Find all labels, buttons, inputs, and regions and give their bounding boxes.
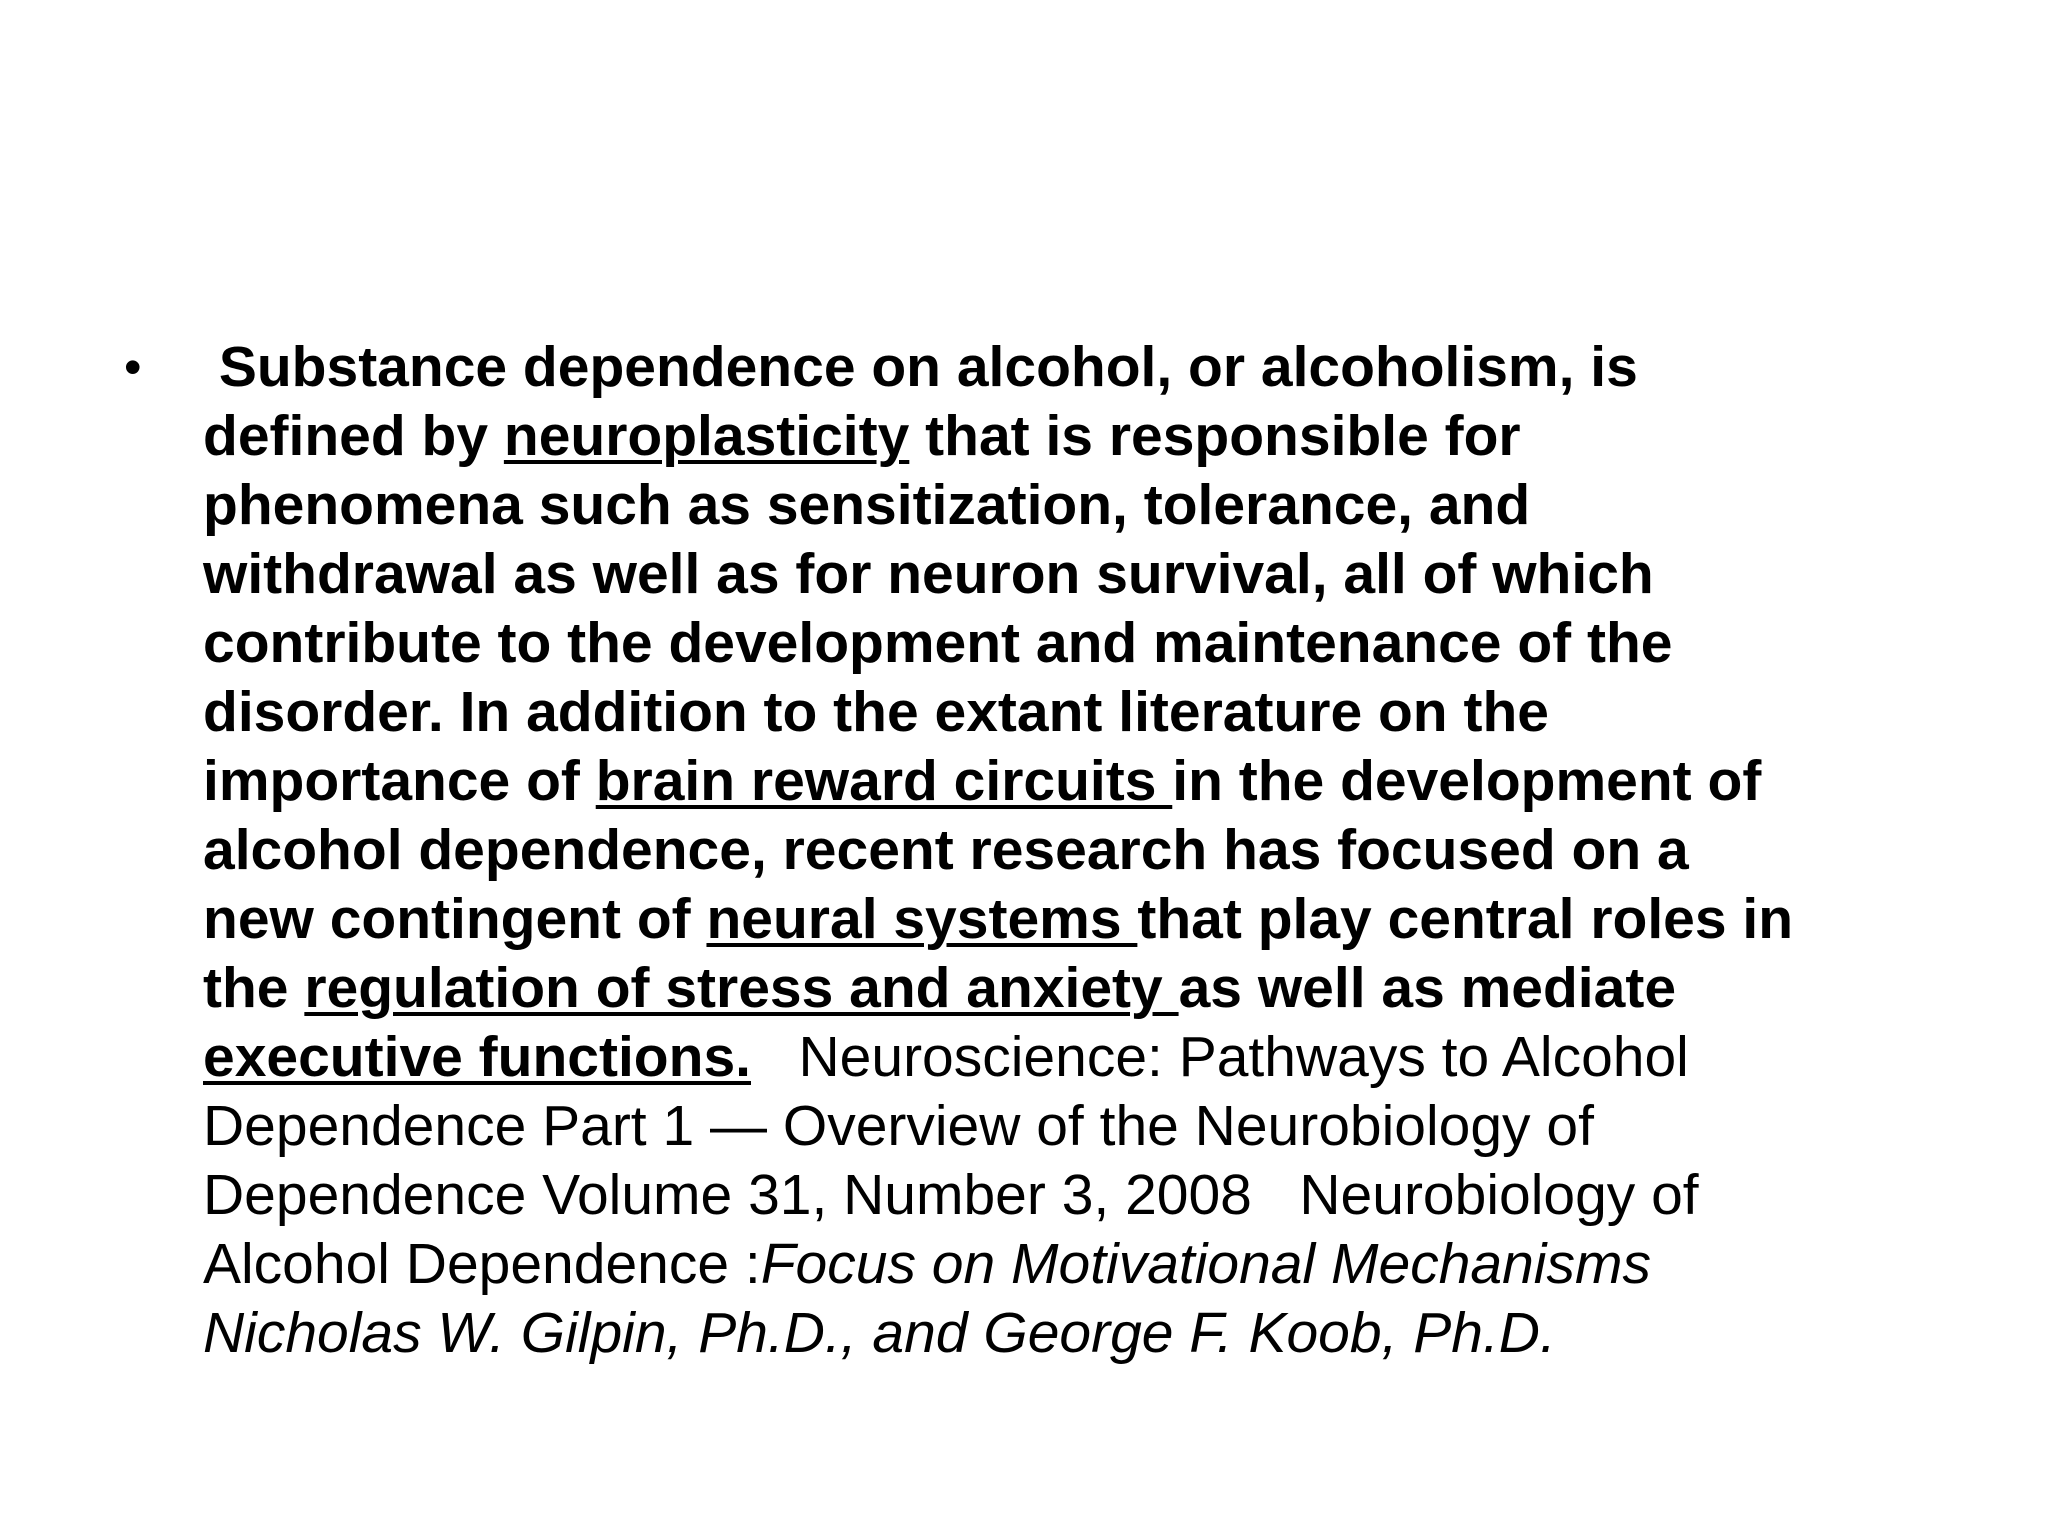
text-segment: as well as mediate xyxy=(1178,956,1677,1020)
text-line xyxy=(203,816,1689,884)
underlined-phrase: regulation of stress and anxiety xyxy=(304,956,1179,1020)
text-line xyxy=(203,540,1654,608)
text-segment: Focus on Motivational Mechanisms xyxy=(760,1232,1651,1296)
text-segment: Dependence Volume 31, Number 3, 2008 Neurobiology of xyxy=(203,1163,1699,1227)
text-segment: disorder. In addition to the extant literature on the xyxy=(203,680,1549,744)
text-line xyxy=(203,333,1638,401)
bullet-marker: • xyxy=(124,339,142,395)
text-line xyxy=(203,1092,1594,1160)
text-line xyxy=(203,885,1793,953)
text-segment: phenomena such as sensitization, tolerance, and xyxy=(203,473,1531,537)
text-segment: that play central roles in xyxy=(1137,887,1794,951)
text-segment: Alcohol Dependence : xyxy=(203,1232,761,1296)
text-line xyxy=(203,1161,1699,1229)
text-segment: Dependence Part 1 — Overview of the Neurobiology of xyxy=(203,1094,1594,1158)
underlined-phrase: neural systems xyxy=(706,887,1138,951)
text-line xyxy=(203,1299,1556,1367)
text-segment: in the development of xyxy=(1172,749,1762,813)
text-segment: Substance dependence on alcohol, or alcoholism, is xyxy=(203,335,1638,399)
text-segment: importance of xyxy=(203,749,596,813)
text-segment: defined by xyxy=(203,404,504,468)
underlined-phrase: executive functions. xyxy=(203,1025,751,1089)
text-line xyxy=(203,954,1676,1022)
text-segment: the xyxy=(203,956,305,1020)
text-segment: Neuroscience: Pathways to Alcohol xyxy=(751,1025,1689,1089)
text-line xyxy=(203,471,1530,539)
text-segment: new contingent of xyxy=(203,887,707,951)
text-line xyxy=(203,402,1521,470)
text-line xyxy=(203,1023,1689,1091)
text-segment: that is responsible for xyxy=(909,404,1521,468)
text-segment: contribute to the development and maintenance of the xyxy=(203,611,1673,675)
text-line xyxy=(203,609,1672,677)
text-line xyxy=(203,747,1761,815)
text-line xyxy=(203,1230,1651,1298)
text-segment: Nicholas W. Gilpin, Ph.D., and George F. Koob, Ph.D. xyxy=(203,1301,1556,1365)
text-segment: alcohol dependence, recent research has focused on a xyxy=(203,818,1689,882)
text-line xyxy=(203,678,1549,746)
underlined-phrase: brain reward circuits xyxy=(595,749,1173,813)
text-segment: withdrawal as well as for neuron survival, all of which xyxy=(203,542,1654,606)
underlined-phrase: neuroplasticity xyxy=(503,404,910,468)
